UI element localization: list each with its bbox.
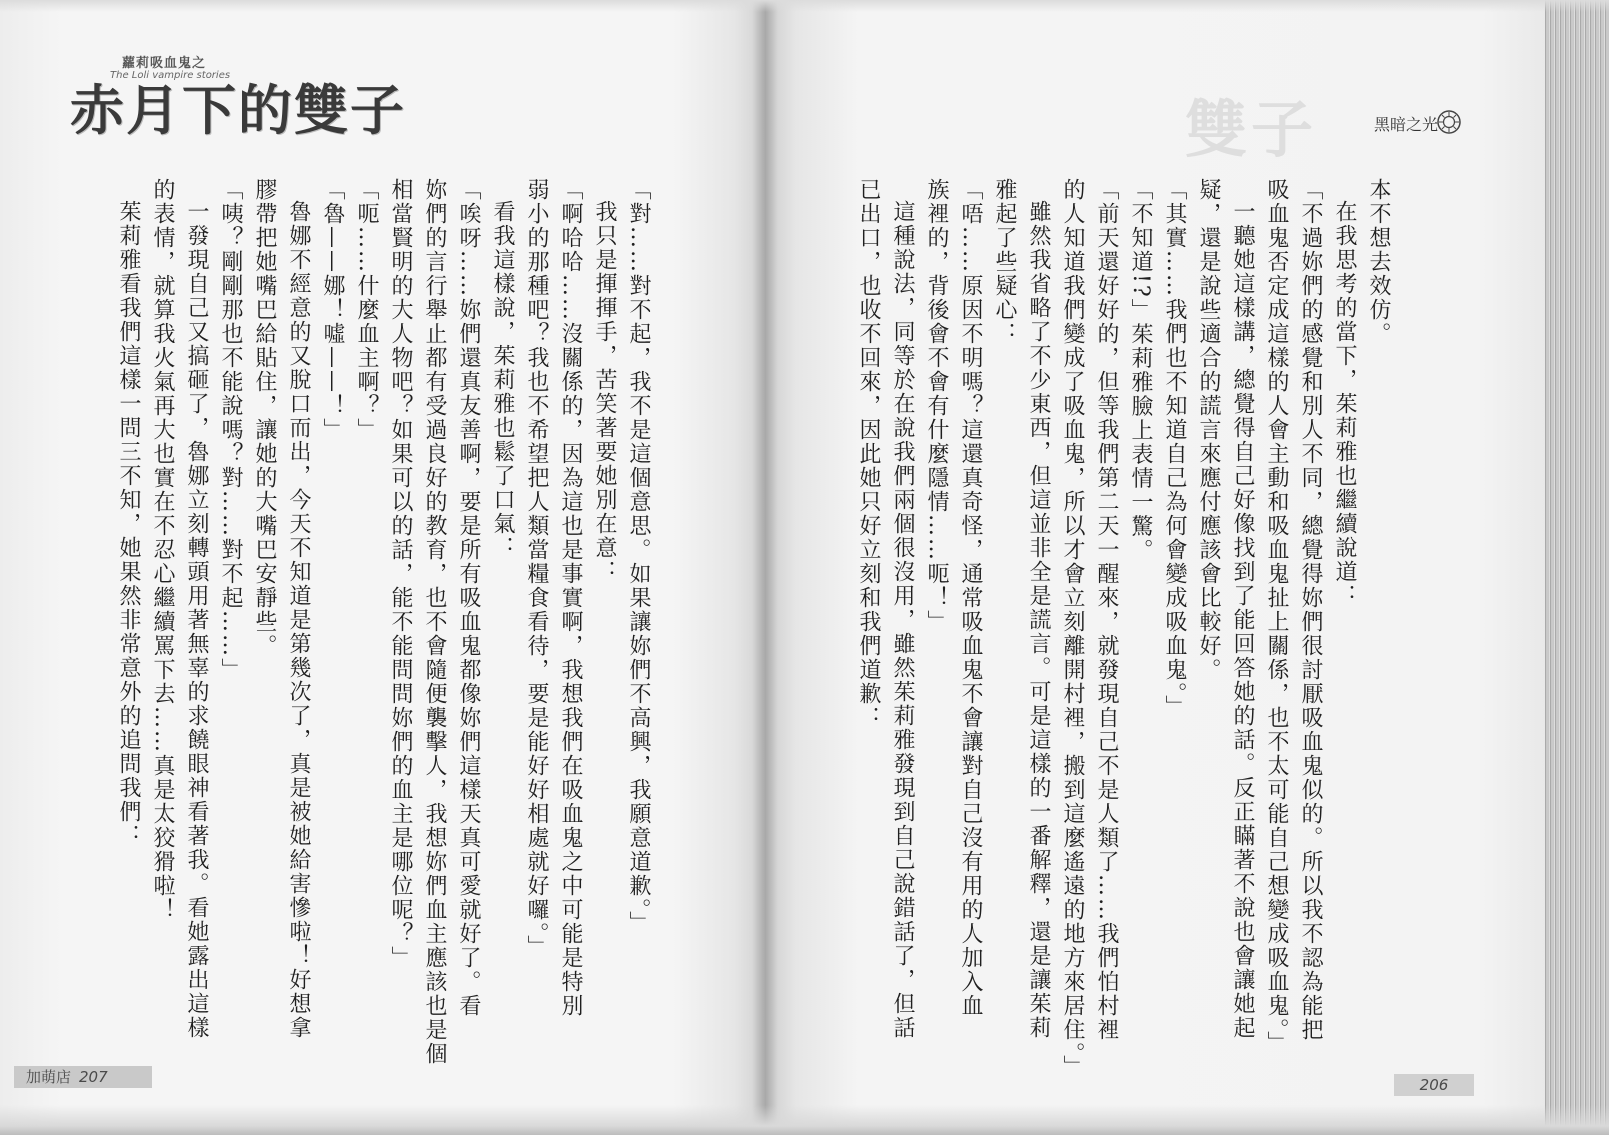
right-text-column: 雅起了些疑心：: [992, 178, 1017, 346]
right-text-column: 族裡的，背後會不會有什麼隱情……呃！」: [924, 178, 949, 634]
right-text-column: 「前天還好好的，但等我們第二天一醒來，就發現自己不是人類了……我們怕村裡: [1094, 178, 1119, 1042]
page-edges: [1545, 0, 1609, 1135]
left-text-column: 「對……對不起，我不是這個意思。如果讓妳們不高興，我願意道歉。」: [626, 178, 651, 935]
right-text-column: 已出口，也收不回來，因此她只好立刻和我們道歉：: [856, 178, 881, 730]
right-text-column: 「不知道!?」茱莉雅臉上表情一驚。: [1128, 178, 1153, 563]
right-text-column: 在我思考的當下，茱莉雅也繼續說道：: [1332, 200, 1357, 608]
left-text-column: 看我這樣說，茱莉雅也鬆了口氣：: [490, 200, 515, 560]
left-text-column: 弱小的那種吧？我也不希望把人類當糧食看待，要是能好好相處就好囉。」: [524, 178, 549, 959]
left-text-column: 魯娜不經意的又脫口而出，今天不知道是第幾次了，真是被她給害慘啦！好想拿: [286, 200, 311, 1040]
sun-emblem-icon: [1436, 109, 1462, 135]
series-title: 蘿莉吸血鬼之: [122, 56, 207, 71]
right-text-column: 這種說法，同等於在說我們兩個很沒用，雖然茱莉雅發現到自己說錯話了，但話: [890, 200, 915, 1040]
left-text-column: 「魯——娜！噓——！」: [320, 178, 345, 442]
header-watermark: 雙子: [1185, 93, 1318, 166]
right-text-column: 「不過妳們的感覺和別人不同，總覺得妳們很討厭吸血鬼似的。所以我不認為能把: [1298, 178, 1323, 1042]
left-text-column: 「啊哈哈……沒關係的，因為這也是事實啊，我想我們在吸血鬼之中可能是特別: [558, 178, 583, 1018]
right-text-column: 「其實……我們也不知道自己為何會變成吸血鬼。」: [1162, 178, 1187, 719]
book-gutter: [752, 0, 778, 1135]
top-edge-shadow: [0, 0, 1609, 12]
left-text-column: 相當賢明的大人物吧？如果可以的話，能不能問問妳們的血主是哪位呢？」: [388, 178, 413, 970]
series-english-title: The Loli vampire stories: [110, 70, 231, 81]
left-text-column: 膠帶把她嘴巴給貼住，讓她的大嘴巴安靜些。: [252, 178, 277, 658]
right-text-column: 疑，還是說些適合的謊言來應付應該會比較好。: [1196, 178, 1221, 682]
left-text-column: 一發現自己又搞砸了，魯娜立刻轉頭用著無辜的求饒眼神看著我。看她露出這樣: [184, 200, 209, 1040]
left-text-column: 「呃……什麼血主啊？」: [354, 178, 379, 442]
left-text-column: 妳們的言行舉止都有受過良好的教育，也不會隨便襲擊人，我想妳們血主應該也是個: [422, 178, 447, 1066]
left-page-number: 207: [79, 1068, 108, 1086]
right-text-column: 的人知道我們變成了吸血鬼，所以才會立刻離開村裡，搬到這麼遙遠的地方來居住。」: [1060, 178, 1085, 1079]
right-text-column: 一聽她這樣講，總覺得自己好像找到了能回答她的話。反正瞞著不說也會讓她起: [1230, 200, 1255, 1040]
bottom-edge-shadow: [0, 1105, 1609, 1135]
left-text-column: 的表情，就算我火氣再大也實在不忍心繼續罵下去……真是太狡猾啦！: [150, 178, 175, 922]
right-text-column: 吸血鬼否定成這樣的人會主動和吸血鬼扯上關係，也不太可能自己想變成吸血鬼。」: [1264, 178, 1289, 1055]
left-text-column: 「咦？剛剛那也不能說嗎？對……對不起……」: [218, 178, 243, 682]
right-text-column: 「唔……原因不明嗎？這還真奇怪，通常吸血鬼不會讓對自己沒有用的人加入血: [958, 178, 983, 1018]
right-text-column: 本不想去效仿。: [1366, 178, 1391, 346]
left-text-column: 我只是揮揮手，苦笑著要她別在意：: [592, 200, 617, 584]
left-text-column: 茱莉雅看我們這樣一問三不知，她果然非常意外的追問我們：: [116, 200, 141, 848]
footer-publisher-label: 加萌店: [26, 1068, 72, 1086]
left-page-footer: [14, 1066, 152, 1088]
chapter-title: 黑暗之光: [1374, 115, 1439, 134]
left-text-column: 「唉呀……妳們還真友善啊，要是所有吸血鬼都像妳們這樣天真可愛就好了。看: [456, 178, 481, 1018]
right-text-column: 雖然我省略了不少東西，但這並非全是謊言。可是這樣的一番解釋，還是讓茱莉: [1026, 200, 1051, 1040]
book-title-logo: 赤月下的雙子: [70, 78, 406, 142]
right-page-number: 206: [1394, 1074, 1474, 1096]
